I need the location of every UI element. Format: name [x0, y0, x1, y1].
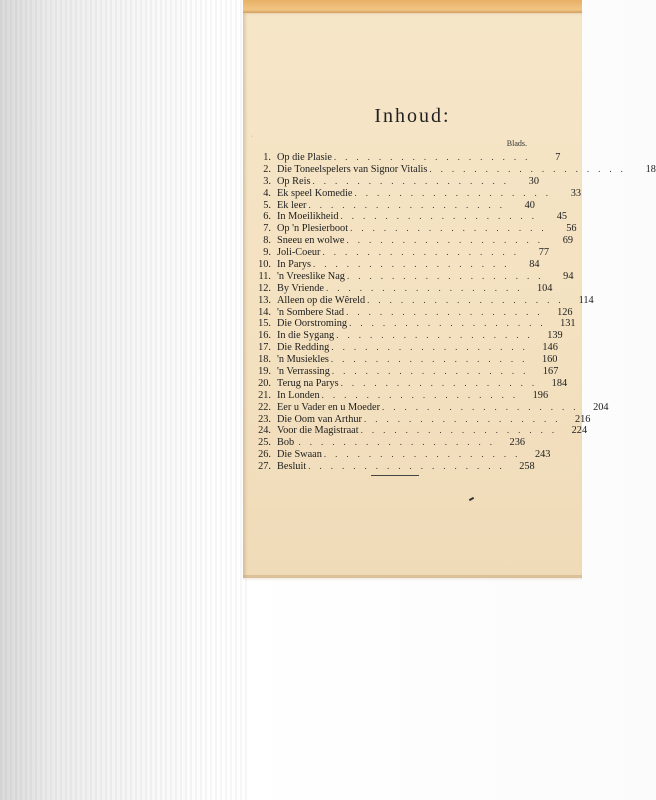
page-column-label: Blads. [506, 139, 527, 148]
margin-mark: · [251, 134, 253, 140]
toc-entry-number: 12. [258, 282, 271, 294]
toc-leader-dots: .................. [312, 175, 515, 186]
toc-entry-title: 'n Vreeslike Nag [277, 270, 345, 282]
toc-entry-page: 243 [534, 449, 551, 461]
toc-leader-dots: .................. [346, 270, 550, 281]
toc-leader-dots: .................. [429, 163, 632, 174]
toc-leader-dots: .................. [330, 354, 534, 365]
toc-entry [251, 259, 540, 271]
toc-entry-number: 13. [258, 294, 271, 306]
toc-entry [251, 152, 561, 164]
toc-entry-page: 40 [524, 199, 535, 211]
toc-leader-dots: .................. [360, 425, 564, 436]
toc-entry-page: 146 [542, 342, 558, 354]
toc-entry [251, 377, 568, 390]
toc-entry-title: Die Oorstroming [277, 318, 348, 330]
toc-leader-dots: .................. [349, 318, 552, 329]
toc-entry [251, 294, 594, 307]
toc-leader-dots: .................. [354, 187, 557, 198]
toc-entry-title: Terug na Parys [277, 377, 339, 389]
toc-entry [251, 318, 576, 330]
toc-leader-dots: .................. [298, 437, 501, 448]
toc-leader-dots: .................. [363, 413, 567, 424]
toc-entry-page: 114 [578, 294, 594, 306]
toc-entry-page: 56 [566, 223, 577, 235]
toc-leader-dots: .................. [382, 401, 585, 412]
toc-entry-title: Die Oom van Arthur [277, 413, 362, 425]
toc-entry [251, 282, 553, 295]
toc-entry-page: 216 [574, 413, 591, 425]
toc-entry-page: 204 [593, 401, 609, 413]
toc-entry-page: 18 [645, 163, 656, 175]
toc-entry-number: 5. [263, 199, 271, 211]
toc-entry [251, 235, 573, 247]
toc-entry [251, 449, 551, 461]
toc-entry-page: 139 [547, 330, 563, 342]
toc-entry-title: Die Redding [277, 342, 330, 354]
toc-entry-number: 14. [258, 306, 271, 318]
toc-entry-number: 25. [258, 437, 271, 449]
toc-entry [251, 163, 656, 176]
toc-entry-page: 160 [541, 354, 558, 366]
table-of-contents [251, 152, 656, 473]
toc-entry-number: 9. [263, 247, 271, 259]
toc-entry-number: 22. [258, 401, 271, 413]
toc-entry [251, 401, 609, 414]
toc-entry-number: 24. [258, 425, 271, 437]
toc-entry [251, 354, 558, 366]
toc-entry [251, 425, 588, 437]
toc-entry-page: 258 [519, 461, 535, 473]
toc-entry-number: 18. [258, 354, 271, 366]
toc-entry-number: 1. [263, 152, 271, 163]
toc-entry-number: 19. [258, 366, 271, 378]
toc-entry-page: 94 [563, 270, 574, 282]
toc-entry [251, 437, 525, 449]
toc-entry-page: 69 [562, 235, 573, 247]
toc-entry-page: 33 [570, 187, 581, 199]
toc-entry [251, 461, 535, 473]
toc-entry-title: Voor die Magistraat [277, 425, 359, 437]
toc-entry [251, 389, 549, 402]
toc-entry-page: 7 [555, 152, 561, 163]
toc-leader-dots: .................. [333, 152, 537, 162]
toc-entry-number: 21. [258, 389, 271, 401]
toc-leader-dots: .................. [331, 366, 535, 377]
toc-leader-dots: .................. [346, 235, 549, 246]
toc-entry-number: 23. [258, 413, 271, 425]
toc-entry-number: 16. [258, 330, 271, 342]
toc-entry-title: Die Toneelspelers van Signor Vitalis [277, 163, 428, 175]
toc-entry [251, 187, 581, 200]
toc-entry [251, 366, 559, 378]
toc-leader-dots: .................. [346, 306, 549, 317]
toc-entry-title: Ek speel Komedie [277, 187, 353, 199]
toc-entry-title: Eer u Vader en u Moeder [277, 401, 381, 413]
toc-entry-page: 126 [557, 306, 573, 318]
toc-entry-page: 131 [560, 318, 576, 330]
toc-entry-number: 8. [263, 235, 271, 247]
book-top-edge [243, 0, 582, 14]
toc-leader-dots: .................. [336, 330, 539, 341]
toc-entry-number: 2. [263, 163, 271, 175]
toc-entry-title: In Moeilikheid [277, 211, 339, 223]
toc-entry-title: 'n Verrassing [277, 366, 330, 378]
toc-entry-title: In Parys [277, 259, 312, 271]
toc-entry [251, 306, 573, 319]
toc-leader-dots: .................. [350, 223, 553, 234]
toc-entry-title: 'n Sombere Stad [277, 306, 345, 318]
toc-entry [251, 223, 577, 235]
toc-entry-number: 11. [258, 270, 271, 282]
toc-entry-title: Ek leer [277, 199, 307, 211]
toc-entry-page: 196 [532, 389, 549, 401]
toc-entry-title: In die Sygang [277, 330, 335, 342]
toc-leader-dots: .................. [331, 342, 534, 353]
toc-entry [251, 211, 567, 223]
book-page [243, 13, 656, 578]
page-title: Inhoud: [374, 105, 451, 127]
toc-entry-title: Op 'n Plesierboot [277, 223, 349, 235]
scanner-shadow [0, 0, 250, 800]
toc-leader-dots: .................. [325, 282, 529, 293]
toc-entry [251, 330, 563, 342]
toc-entry-title: Besluit [277, 461, 307, 473]
toc-leader-dots: .................. [340, 211, 543, 222]
toc-leader-dots: .................. [340, 377, 544, 388]
toc-entry-title: Sneeu en wolwe [277, 235, 345, 247]
toc-entry [251, 199, 535, 212]
toc-entry-number: 6. [263, 211, 271, 223]
toc-entry-title: In Londen [277, 389, 320, 401]
toc-entry-page: 77 [538, 247, 549, 259]
divider-rule [371, 475, 419, 476]
toc-entry-number: 17. [258, 342, 271, 354]
toc-entry-number: 15. [258, 318, 271, 330]
toc-leader-dots: .................. [308, 199, 511, 210]
toc-entry [251, 247, 549, 259]
toc-entry-page: 84 [529, 259, 540, 271]
toc-entry-title: Die Swaan [277, 449, 322, 461]
toc-entry-title: Bob [277, 437, 295, 449]
toc-entry [251, 175, 539, 188]
toc-entry-number: 3. [263, 175, 271, 187]
toc-entry-number: 27. [258, 461, 271, 473]
toc-leader-dots: .................. [321, 389, 525, 400]
ink-speck [469, 497, 474, 501]
toc-entry [251, 342, 558, 354]
toc-entry-page: 167 [542, 366, 559, 378]
toc-leader-dots: .................. [367, 294, 570, 305]
toc-entry-title: By Vriende [277, 282, 324, 294]
toc-leader-dots: .................. [323, 449, 527, 460]
toc-entry-title: Joli-Coeur [277, 247, 321, 259]
toc-entry-page: 30 [528, 175, 539, 187]
toc-entry-page: 236 [509, 437, 525, 449]
toc-entry-number: 10. [258, 259, 271, 271]
toc-entry-page: 184 [551, 377, 568, 389]
page-bottom-shadow [243, 575, 582, 581]
toc-entry-title: 'n Musiekles [277, 354, 329, 366]
toc-leader-dots: .................. [308, 461, 511, 472]
toc-entry-number: 26. [258, 449, 271, 461]
toc-entry [251, 413, 591, 426]
toc-entry-number: 20. [258, 377, 271, 389]
toc-entry-number: 4. [263, 187, 271, 199]
toc-entry-title: Alleen op die Wêreld [277, 294, 366, 306]
toc-entry-title: Op Reis [277, 175, 311, 187]
toc-leader-dots: .................. [322, 247, 525, 258]
toc-entry-page: 45 [556, 211, 567, 223]
toc-entry-number: 7. [263, 223, 271, 235]
toc-leader-dots: .................. [313, 259, 516, 270]
toc-entry [251, 270, 574, 283]
toc-entry-page: 224 [571, 425, 588, 437]
toc-entry-title: Op die Plasie [277, 152, 332, 163]
toc-entry-page: 104 [537, 282, 553, 294]
